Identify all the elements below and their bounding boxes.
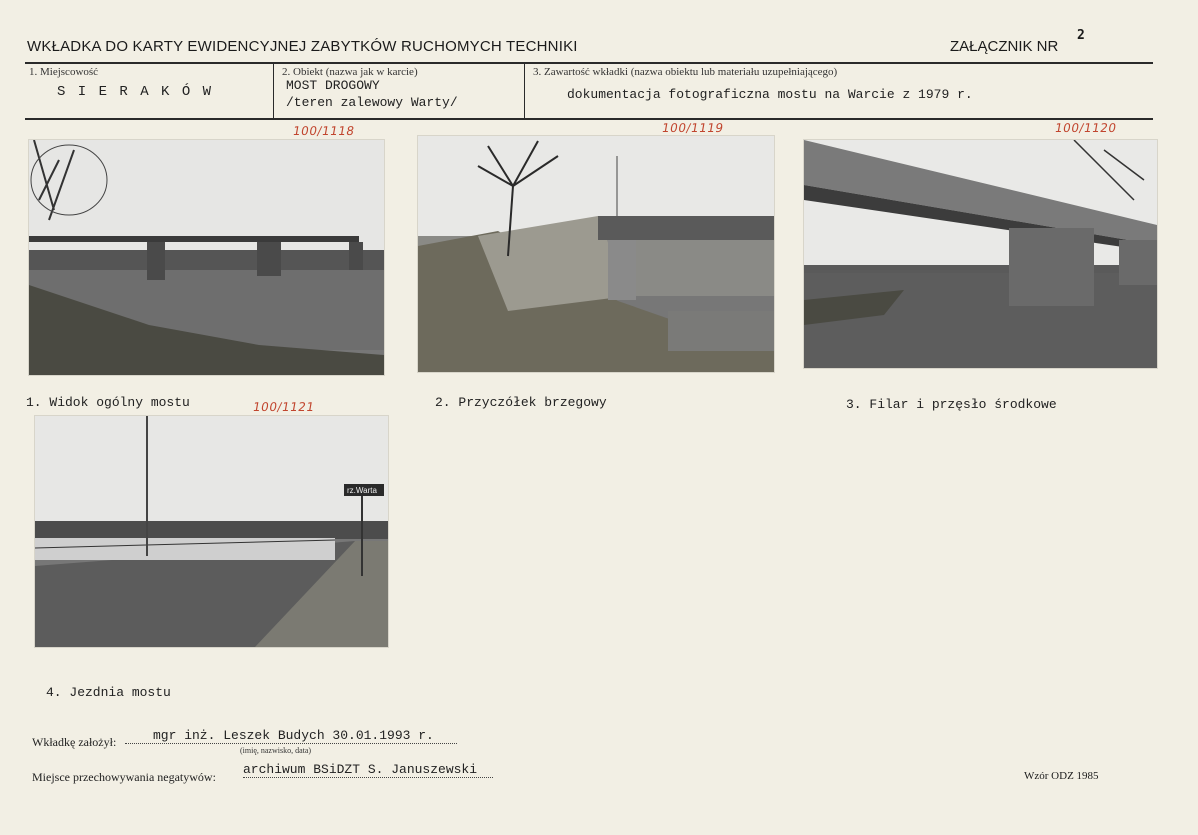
content-label: 3. Zawartość wkładki (nazwa obiektu lub materiału uzupełniającego) [533,66,838,78]
place-value: S I E R A K Ó W [57,84,214,100]
road-sign-text: rz.Warta [347,486,377,495]
photo-1-bridge-overview [28,139,385,376]
photo-3-number: 100/1120 [1053,121,1118,135]
storage-label: Miejsce przechowywania negatywów: [32,770,216,784]
content-value: dokumentacja fotograficzna mostu na Warcie z 1979 r. [567,87,973,102]
storage-value: archiwum BSiDZT S. Januszewski [243,762,493,778]
place-label: 1. Miejscowość [29,66,99,78]
annex-label: ZAŁĄCZNIK NR [950,38,1059,55]
object-label: 2. Obiekt (nazwa jak w karcie) [282,66,418,78]
photo-1-number: 100/1118 [291,124,356,138]
object-value-line1: MOST DROGOWY [286,78,380,93]
photo-2-number: 100/1119 [660,121,725,135]
photo-4-number: 100/1121 [251,400,316,414]
founder-label: Wkładkę założył: [32,735,117,749]
photo-4-caption: 4. Jezdnia mostu [46,685,171,700]
field-divider-2 [524,64,525,118]
photo-1-caption: 1. Widok ogólny mostu [26,395,190,410]
founder-value: mgr inż. Leszek Budych 30.01.1993 r. [125,728,457,744]
annex-number: 2 [1077,28,1085,43]
photo-2-abutment [417,135,775,373]
photo-2-caption: 2. Przyczółek brzegowy [435,395,607,410]
field-divider-1 [273,64,274,118]
header-rule-bottom [25,118,1153,120]
document-title: WKŁADKA DO KARTY EWIDENCYJNEJ ZABYTKÓW RUCHOMYCH TECHNIKI [27,38,578,55]
photo-3-caption: 3. Filar i przęsło środkowe [846,397,1057,412]
photo-3-pier-and-span [803,139,1158,369]
photo-4-roadway [34,415,389,648]
founder-hint: (imię, nazwisko, data) [240,746,312,755]
object-value-line2: /teren zalewowy Warty/ [286,95,458,110]
form-code: Wzór ODZ 1985 [1024,770,1099,782]
header-rule-top [25,62,1153,64]
